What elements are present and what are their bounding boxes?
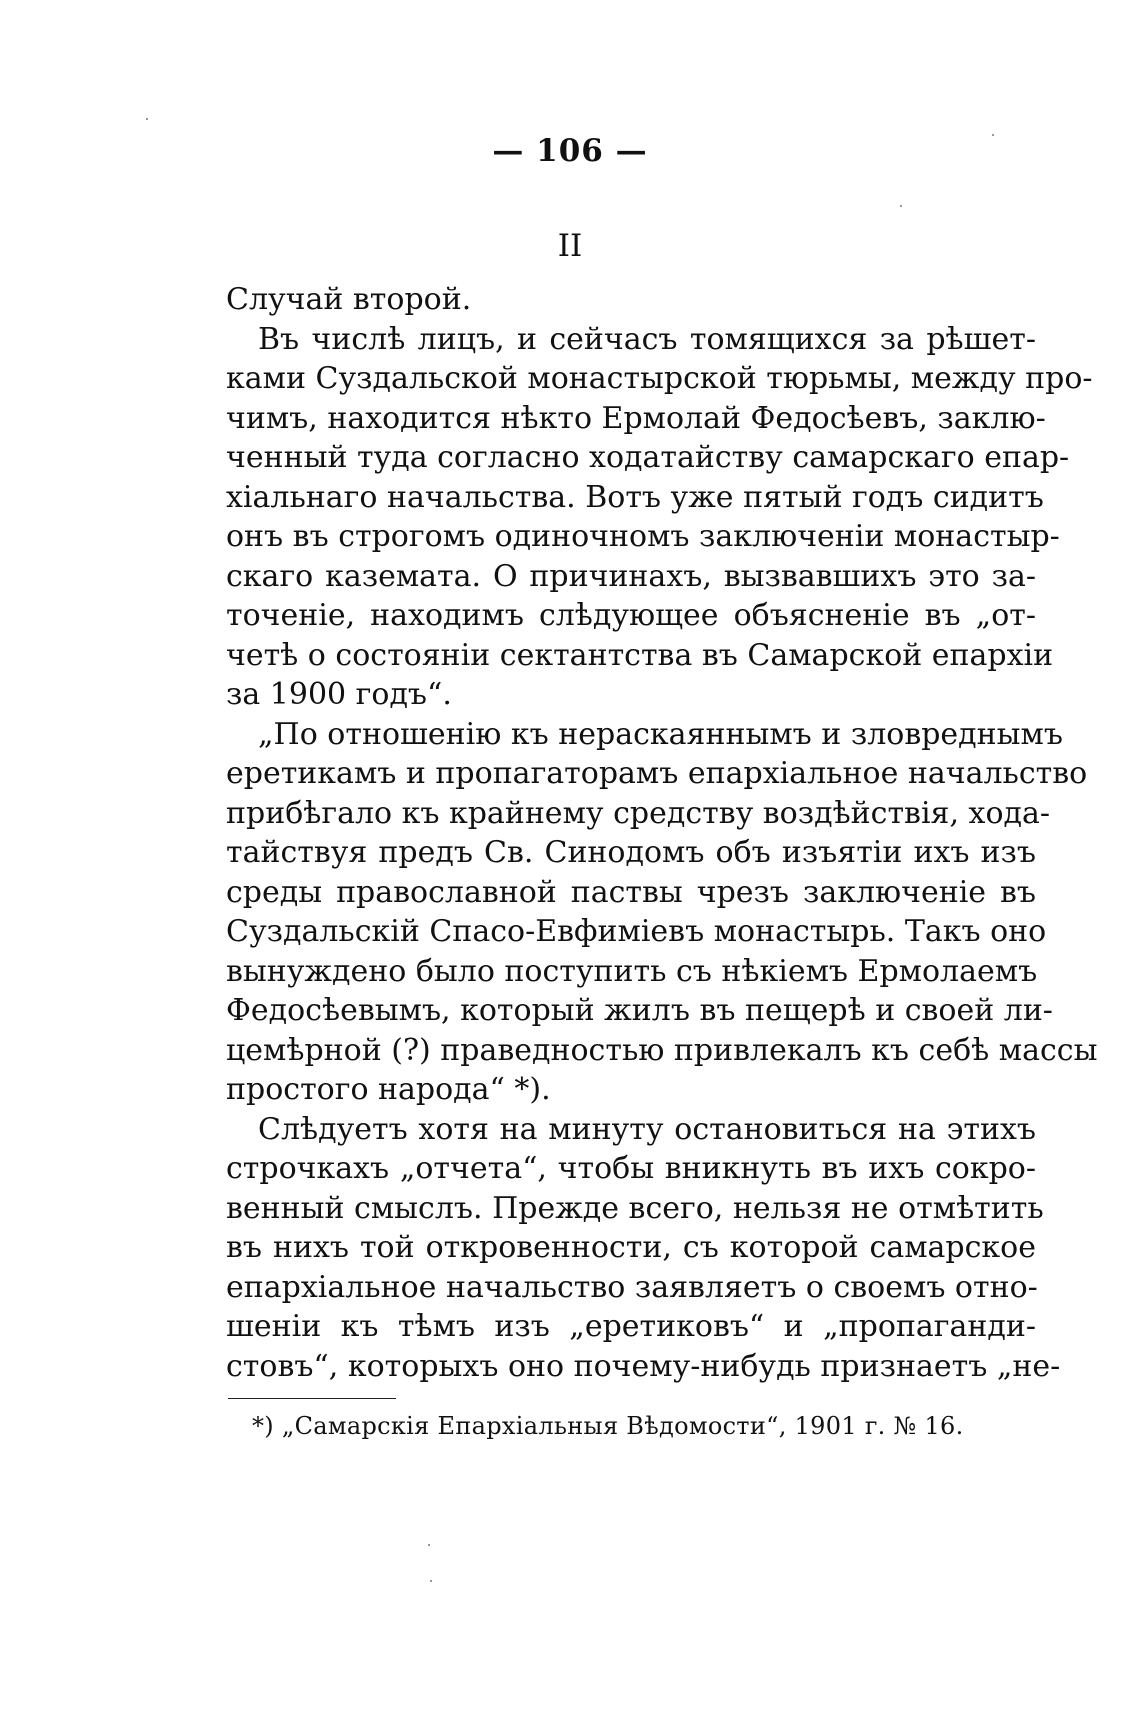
text-line: Суздальскій Спасо-Евфиміевъ монастырь. Такъ оно — [226, 914, 1047, 949]
text-line: за 1900 годъ“. — [226, 677, 452, 712]
text-line: прибѣгало къ крайнему средству воздѣйствія, хода- — [226, 795, 1051, 831]
text-line: ками Суздальской монастырской тюрьмы, между про- — [226, 361, 1093, 396]
text-line: вынуждено было поступить съ нѣкіемъ Ермолаемъ — [226, 953, 1038, 989]
text-line: стовъ“, которыхъ оно почему-нибудь признаетъ „не- — [226, 1348, 1061, 1384]
text-line: простого народа“ *). — [226, 1072, 551, 1107]
text-line: шеніи къ тѣмъ изъ „еретиковъ“ и „пропаганди- — [226, 1309, 1036, 1344]
text-line: Федосѣевымъ, который жилъ въ пещерѣ и своей ли- — [226, 993, 1053, 1028]
text-line: строчкахъ „отчета“, чтобы вникнуть въ ихъ сокро- — [226, 1151, 1036, 1186]
text-line: четѣ о состояніи сектантства въ Самарской епархіи — [226, 637, 1054, 673]
page-number: — 106 — — [492, 133, 648, 169]
footnote: *) „Самарскія Епархіальныя Вѣдомости“, 1901 г. № 16. — [252, 1412, 964, 1440]
print-speck — [146, 118, 148, 120]
text-line: среды православной паствы чрезъ заключеніе въ — [226, 874, 1036, 910]
text-line: цемѣрной (?) праведностью привлекалъ къ себѣ массы — [226, 1032, 1098, 1068]
text-line: тайствуя предъ Св. Синодомъ объ изъятіи ихъ изъ — [226, 835, 1036, 870]
print-speck — [900, 205, 902, 207]
text-line: хіальнаго начальства. Вотъ уже пятый годъ сидитъ — [226, 479, 1044, 515]
text-line: точеніе, находимъ слѣдующее объясненіе въ „от- — [226, 598, 1036, 633]
body-text — [226, 280, 1098, 1386]
print-speck — [430, 1580, 432, 1582]
text-line: „По отношенію къ нераскаяннымъ и зловреднымъ — [258, 716, 1063, 752]
text-line: еретикамъ и пропагаторамъ епархіальное начальство — [226, 756, 1088, 791]
text-line: епархіальное начальство заявляетъ о своемъ отно- — [226, 1269, 1038, 1305]
text-line: ченный туда согласно ходатайству самарскаго епар- — [226, 440, 1070, 475]
text-line: онъ въ строгомъ одиночномъ заключеніи монастыр- — [226, 519, 1060, 554]
text-line: скаго каземата. О причинахъ, вызвавшихъ это за- — [226, 558, 1036, 594]
print-speck — [992, 134, 994, 136]
text-line: венный смыслъ. Прежде всего, нельзя не отмѣтить — [226, 1190, 1044, 1226]
text-line: въ нихъ той откровенности, съ которой самарское — [226, 1230, 1036, 1265]
text-line: Слѣдуетъ хотя на минуту остановиться на этихъ — [258, 1111, 1036, 1147]
text-line: чимъ, находится нѣкто Ермолай Федосѣевъ, заклю- — [226, 400, 1046, 436]
text-line: Въ числѣ лицъ, и сейчасъ томящихся за рѣшет- — [258, 321, 1036, 357]
chapter-heading: II — [557, 228, 583, 264]
print-speck — [428, 1544, 430, 1546]
text-line: Случай второй. — [226, 282, 472, 317]
footnote-divider — [228, 1398, 396, 1399]
